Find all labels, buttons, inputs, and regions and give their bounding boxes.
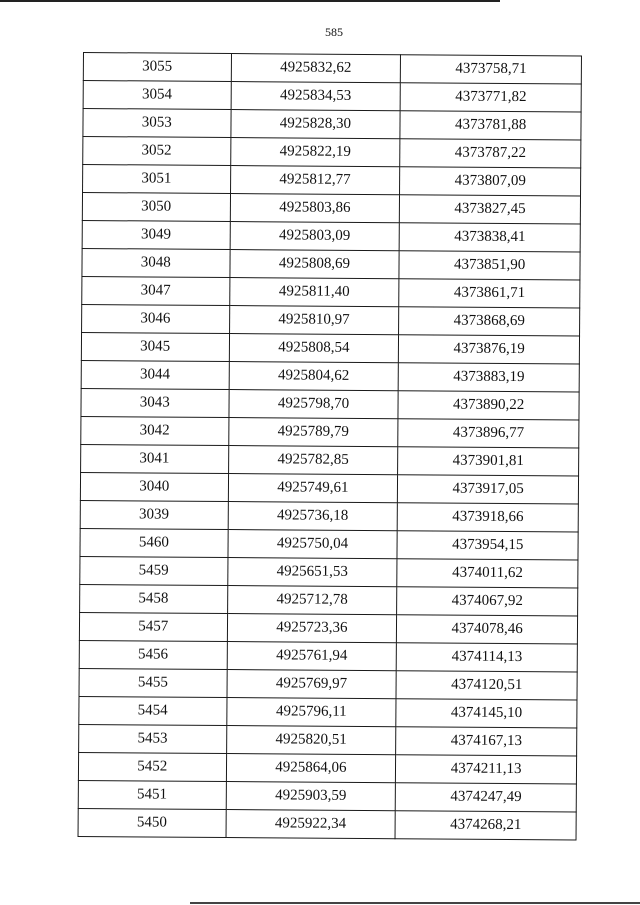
y-coordinate-cell: 4373896,77: [398, 419, 579, 448]
y-coordinate-cell: 4374067,92: [397, 587, 578, 616]
point-number-cell: 3043: [81, 388, 229, 417]
y-coordinate-cell: 4374211,13: [396, 755, 577, 784]
table-row: [81, 332, 579, 363]
y-coordinate-cell: 4373861,71: [399, 279, 580, 308]
point-number-cell: 5456: [79, 640, 227, 669]
x-coordinate-cell: 4925828,30: [230, 110, 400, 139]
y-coordinate-cell: 4374120,51: [396, 671, 577, 700]
y-coordinate-cell: 4374247,49: [396, 783, 577, 812]
point-number-cell: 5453: [79, 724, 227, 753]
table-row: [79, 612, 577, 643]
point-number-cell: 3040: [80, 472, 228, 501]
table-row: [83, 137, 581, 168]
y-coordinate-cell: 4373954,15: [397, 531, 578, 560]
table-row: [83, 53, 581, 84]
x-coordinate-cell: 4925796,11: [226, 698, 396, 727]
x-coordinate-cell: 4925761,94: [227, 642, 397, 671]
y-coordinate-cell: 4373883,19: [398, 363, 579, 392]
table-row: [79, 724, 577, 755]
table-row: [82, 276, 580, 307]
y-coordinate-cell: 4373807,09: [400, 167, 581, 196]
point-number-cell: 3049: [82, 220, 230, 249]
x-coordinate-cell: 4925922,34: [226, 810, 396, 839]
y-coordinate-cell: 4374268,21: [395, 811, 576, 840]
x-coordinate-cell: 4925808,54: [229, 334, 399, 363]
point-number-cell: 3051: [83, 165, 231, 194]
x-coordinate-cell: 4925834,53: [231, 82, 401, 111]
table-row: [82, 193, 580, 224]
y-coordinate-cell: 4373781,88: [400, 111, 581, 140]
x-coordinate-cell: 4925769,97: [227, 670, 397, 699]
y-coordinate-cell: 4374114,13: [397, 643, 578, 672]
table-row: [79, 640, 577, 671]
table-row: [78, 780, 576, 811]
y-coordinate-cell: 4373868,69: [399, 307, 580, 336]
y-coordinate-cell: 4373827,45: [400, 195, 581, 224]
y-coordinate-cell: 4374011,62: [397, 559, 578, 588]
y-coordinate-cell: 4373876,19: [399, 335, 580, 364]
point-number-cell: 3055: [83, 53, 231, 82]
scan-edge-top: [0, 0, 500, 2]
point-number-cell: 3044: [81, 360, 229, 389]
x-coordinate-cell: 4925812,77: [230, 166, 400, 195]
x-coordinate-cell: 4925811,40: [229, 278, 399, 307]
x-coordinate-cell: 4925820,51: [226, 726, 396, 755]
table-row: [79, 668, 577, 699]
table-row: [80, 528, 578, 559]
y-coordinate-cell: 4373890,22: [398, 391, 579, 420]
y-coordinate-cell: 4374078,46: [397, 615, 578, 644]
point-number-cell: 3053: [83, 109, 231, 138]
x-coordinate-cell: 4925832,62: [231, 54, 401, 83]
x-coordinate-cell: 4925804,62: [229, 362, 399, 391]
y-coordinate-cell: 4373787,22: [400, 139, 581, 168]
point-number-cell: 5460: [80, 528, 228, 557]
point-number-cell: 3041: [81, 444, 229, 473]
table-row: [81, 388, 579, 419]
point-number-cell: 5451: [78, 780, 226, 809]
table-row: [80, 556, 578, 587]
point-number-cell: 3052: [83, 137, 231, 166]
coordinates-table-body: [78, 53, 581, 840]
y-coordinate-cell: 4373851,90: [399, 251, 580, 280]
table-row: [79, 696, 577, 727]
y-coordinate-cell: 4373758,71: [401, 55, 582, 84]
table-row: [81, 444, 579, 475]
x-coordinate-cell: 4925803,09: [230, 222, 400, 251]
coordinates-table: [78, 52, 582, 840]
table-row: [78, 752, 576, 783]
y-coordinate-cell: 4373838,41: [399, 223, 580, 252]
x-coordinate-cell: 4925712,78: [227, 586, 397, 615]
point-number-cell: 3047: [82, 276, 230, 305]
x-coordinate-cell: 4925782,85: [228, 446, 398, 475]
point-number-cell: 3048: [82, 248, 230, 277]
x-coordinate-cell: 4925903,59: [226, 782, 396, 811]
point-number-cell: 5458: [80, 584, 228, 613]
table-row: [78, 808, 576, 839]
x-coordinate-cell: 4925864,06: [226, 754, 396, 783]
point-number-cell: 3054: [83, 81, 231, 110]
table-row: [83, 81, 581, 112]
x-coordinate-cell: 4925810,97: [229, 306, 399, 335]
x-coordinate-cell: 4925723,36: [227, 614, 397, 643]
table-row: [80, 500, 578, 531]
point-number-cell: 3050: [82, 193, 230, 222]
x-coordinate-cell: 4925808,69: [229, 250, 399, 279]
point-number-cell: 5450: [78, 808, 226, 837]
point-number-cell: 5454: [79, 696, 227, 725]
table-row: [82, 304, 580, 335]
x-coordinate-cell: 4925822,19: [230, 138, 400, 167]
y-coordinate-cell: 4374167,13: [396, 727, 577, 756]
table-row: [82, 248, 580, 279]
table-row: [80, 584, 578, 615]
point-number-cell: 5457: [79, 612, 227, 641]
y-coordinate-cell: 4373918,66: [397, 503, 578, 532]
table-row: [82, 220, 580, 251]
point-number-cell: 3045: [81, 332, 229, 361]
table-row: [81, 360, 579, 391]
point-number-cell: 3042: [81, 416, 229, 445]
table-row: [80, 472, 578, 503]
x-coordinate-cell: 4925789,79: [228, 418, 398, 447]
point-number-cell: 5455: [79, 668, 227, 697]
scan-edge-bottom: [190, 902, 640, 904]
point-number-cell: 3039: [80, 500, 228, 529]
x-coordinate-cell: 4925750,04: [228, 530, 398, 559]
page-number: 585: [325, 25, 343, 39]
x-coordinate-cell: 4925736,18: [228, 502, 398, 531]
y-coordinate-cell: 4373901,81: [398, 447, 579, 476]
table-row: [83, 109, 581, 140]
point-number-cell: 5459: [80, 556, 228, 585]
x-coordinate-cell: 4925749,61: [228, 474, 398, 503]
x-coordinate-cell: 4925798,70: [228, 390, 398, 419]
x-coordinate-cell: 4925803,86: [230, 194, 400, 223]
point-number-cell: 5452: [78, 752, 226, 781]
table-row: [81, 416, 579, 447]
y-coordinate-cell: 4374145,10: [396, 699, 577, 728]
y-coordinate-cell: 4373917,05: [398, 475, 579, 504]
y-coordinate-cell: 4373771,82: [400, 83, 581, 112]
x-coordinate-cell: 4925651,53: [227, 558, 397, 587]
point-number-cell: 3046: [82, 304, 230, 333]
table-row: [83, 165, 581, 196]
